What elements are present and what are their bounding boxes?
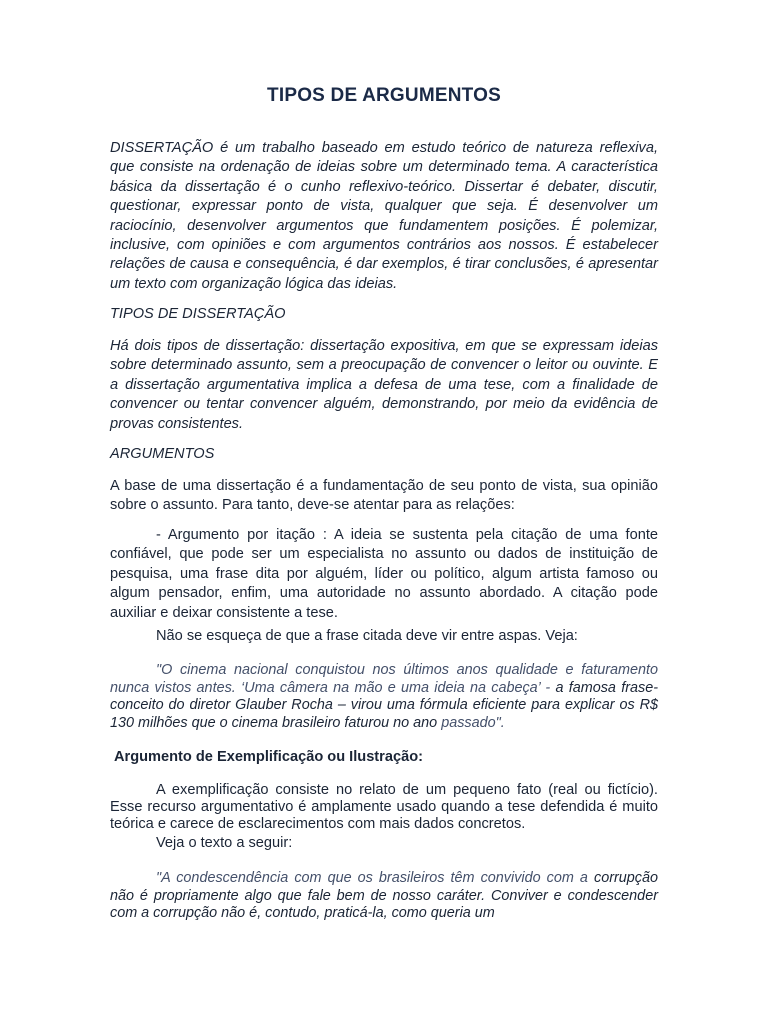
page-title: TIPOS DE ARGUMENTOS (267, 85, 501, 106)
types-paragraph: Há dois tipos de dissertação: dissertação expositiva, em que se expressam ideias sobre determinado assunto, sem a preocupação de convencer o leitor ou ouvinte. E a dissertação argumentativa implica a defesa de uma tese, com a finalidade de convencer ou tentar convencer alguém, demonstrando, por meio da evidência de provas consistentes. (110, 338, 658, 432)
quote-text-light: "O cinema nacional conquistou nos últimos anos qualidade e faturamento nunca vistos antes. ‘Uma câmera na mão e uma ideia na cabeça’ - (110, 662, 658, 696)
arguments-paragraph: A base de uma dissertação é a fundamentação de seu ponto de vista, sua opinião sobre o assunto. Para tanto, deve-se atentar para as relações: (110, 478, 658, 514)
quote-intro: Não se esqueça de que a frase citada deve vir entre aspas. Veja: (156, 628, 578, 644)
example-quote (110, 870, 658, 923)
example-argument-heading: Argumento de Exemplificação ou Ilustração: (114, 749, 423, 765)
section-heading-arguments: ARGUMENTOS (110, 446, 215, 462)
example-paragraph: A exemplificação consiste no relato de um pequeno fato (real ou fictício). Esse recurso argumentativo é amplamente usado quando a tese defendida é muito teórica e carece de esclarecimentos com mais dados concretos. (110, 782, 658, 832)
quote-text-end: passado". (441, 714, 505, 731)
citation-quote (110, 662, 658, 732)
citation-argument-paragraph: - Argumento por itação : A ideia se sustenta pela citação de uma fonte confiável, que pode ser um especialista no assunto ou dados de instituição de pesquisa, uma frase dita por alguém, líder ou político, algum artista famoso ou algum pensador, enfim, uma autoridade no assunto abordado. A citação pode auxiliar e deixar consistente a tese. (110, 527, 658, 621)
quote-text-dark: a famosa frase-conceito do diretor Glauber Rocha – virou uma fórmula eficiente para explicar os R$ 130 milhões que o cinema brasileiro faturou no ano (110, 679, 658, 731)
intro-paragraph: DISSERTAÇÃO é um trabalho baseado em estudo teórico de natureza reflexiva, que consiste na ordenação de ideias sobre um determinado tema. A característica básica da dissertação é o cunho reflexivo-teórico. Dissertar é debater, discutir, questionar, expressar ponto de vista, qualquer que seja. É desenvolver um raciocínio, desenvolver argumentos que fundamentem posições. É polemizar, inclusive, com opiniões e com argumentos contrários aos nossos. É estabelecer relações de causa e consequência, é dar exemplos, é tirar conclusões, é apresentar um texto com organização lógica das ideias. (110, 140, 658, 292)
section-heading-types: TIPOS DE DISSERTAÇÃO (110, 306, 286, 322)
example-quote-light: "A condescendência com que os brasileiros têm convivido com a (156, 870, 594, 886)
example-quote-dark: corrupção não é propriamente algo que fale bem de nosso caráter. Conviver e condescender com a corrupção não é, contudo, praticá-la, como queria um (110, 870, 658, 921)
example-follow: Veja o texto a seguir: (156, 835, 293, 851)
